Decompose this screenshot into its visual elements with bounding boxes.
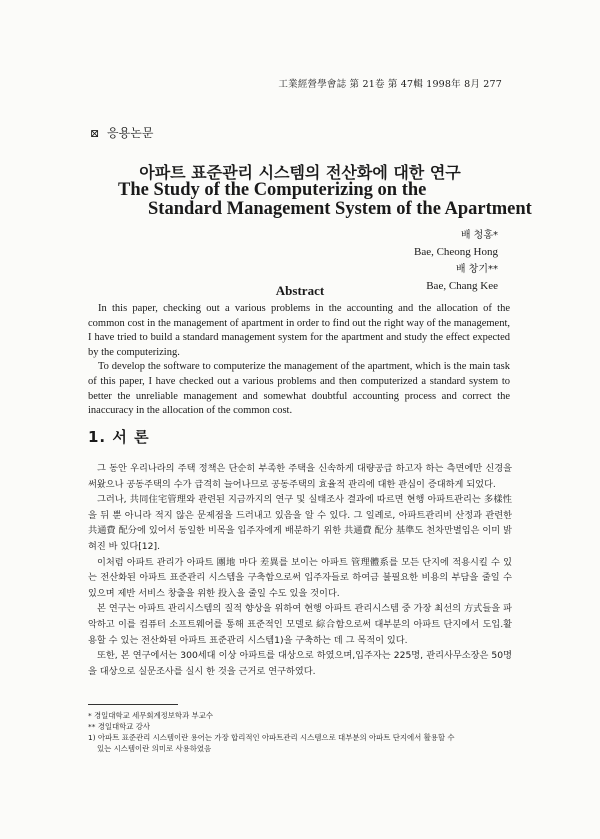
- body-paragraph: 그 동안 우리나라의 주택 정책은 단순히 부족한 주택을 신속하게 대량공급 하고자 하는 측면에만 신경을 써왔으나 공동주택의 수가 급격히 늘어나므로 공동주택의 효율적 관리에 대한 관심이 증대하게 되었다.: [88, 463, 512, 490]
- abstract-paragraph: In this paper, checking out a various problems in the accounting and the allocation of the common cost in the management of apartment in order to find out the right way of the management, I have tried to build a standard management system for the apartment and study the effect expected by the computerizing.: [88, 303, 510, 358]
- title-english-line-2: Standard Management System of the Apartment: [148, 199, 532, 219]
- footnote-1-continued: 있는 시스템이란 의미로 사용하였음: [97, 744, 212, 753]
- section-type: [90, 124, 153, 141]
- footnotes: [88, 710, 512, 754]
- footnote-affiliation-2: ** 경일대학교 강사: [88, 722, 151, 731]
- abstract-body: [88, 302, 510, 419]
- body-paragraph: 이처럼 아파트 관리가 아파트 團地 마다 差異를 보이는 아파트 管理體系를 모든 단지에 적용시킬 수 있는 전산화된 아파트 표준관리 시스템을 구축함으로써 입주자들로 하여금 불필요한 비용의 부담을 줄일 수 있으며 제반 서비스 창출을 위한 投入을 줄일 수도 있을 것이다.: [88, 556, 512, 599]
- body-paragraph: 그러나, 共同住宅管理와 관련된 지금까지의 연구 및 실태조사 결과에 따르면 현행 아파트관리는 多樣性을 뒤 뿐 아니라 적지 않은 문제점을 드러내고 있음을 알 수 있다. 그 일례로, 아파트관리비 산정과 관련한 共通費 配分에 있어서 동일한 비목을 입주자에게 배분하기 위한 共通費 配分 基準도 천차만별임은 이미 밝혀진 바 있다[12].: [88, 494, 512, 552]
- title-korean: 아파트 표준관리 시스템의 전산화에 대한 연구: [139, 163, 461, 182]
- introduction-body: [88, 461, 512, 679]
- section-type-label: 응용논문: [107, 126, 154, 140]
- journal-header: 工業經營學會誌 第 21卷 第 47輯 1998年 8月 277: [278, 79, 502, 90]
- footnote-1: 1) 아파트 표준관리 시스템이란 용어는 가장 합리적인 아파트관리 시스템으로 대부분의 아파트 단지에서 활용할 수: [88, 733, 455, 742]
- body-paragraph: 본 연구는 아파트 관리시스템의 질적 향상을 위하여 현행 아파트 관리시스템 중 가장 최선의 方式들을 파악하고 이를 컴퓨터 소프트웨어를 통해 표준적인 모델로 綜合함으로써 대부분의 아파트 단지에서 도입.활용할 수 있는 전산화된 아파트 표준관리 시스템1)을 구축하는 데 그 목적이 있다.: [88, 603, 512, 646]
- abstract-paragraph: To develop the software to computerize the management of the apartment, which is the main task of this paper, I have checked out a various problems and then computerized a standard system to better the unreliable management and somewhat doubtful accounting process and correct the inaccuracy in the allocation of the common cost.: [88, 361, 510, 417]
- author-2-korean: 배 창기**: [455, 264, 498, 275]
- footnote-affiliation-1: * 경일대학교 세무회계정보학과 부교수: [88, 711, 213, 720]
- boxed-cross-icon: ⊠: [90, 127, 100, 140]
- title-english-line-1: The Study of the Computerizing on the: [118, 180, 427, 200]
- author-1-english: Bae, Cheong Hong: [413, 246, 498, 258]
- abstract-heading: Abstract: [275, 283, 325, 298]
- author-2-english: Bae, Chang Kee: [426, 280, 498, 292]
- author-1-korean: 배 청홍*: [460, 230, 498, 241]
- body-paragraph: 또한, 본 연구에서는 300세대 이상 아파트를 대상으로 하였으며,입주자는 225명, 관리사무소장은 50명을 대상으로 실문조사를 실시 한 것을 근거로 연구하였다.: [88, 650, 512, 677]
- section-heading-introduction: 1. 서 론: [88, 428, 150, 446]
- footnote-divider: [88, 704, 178, 705]
